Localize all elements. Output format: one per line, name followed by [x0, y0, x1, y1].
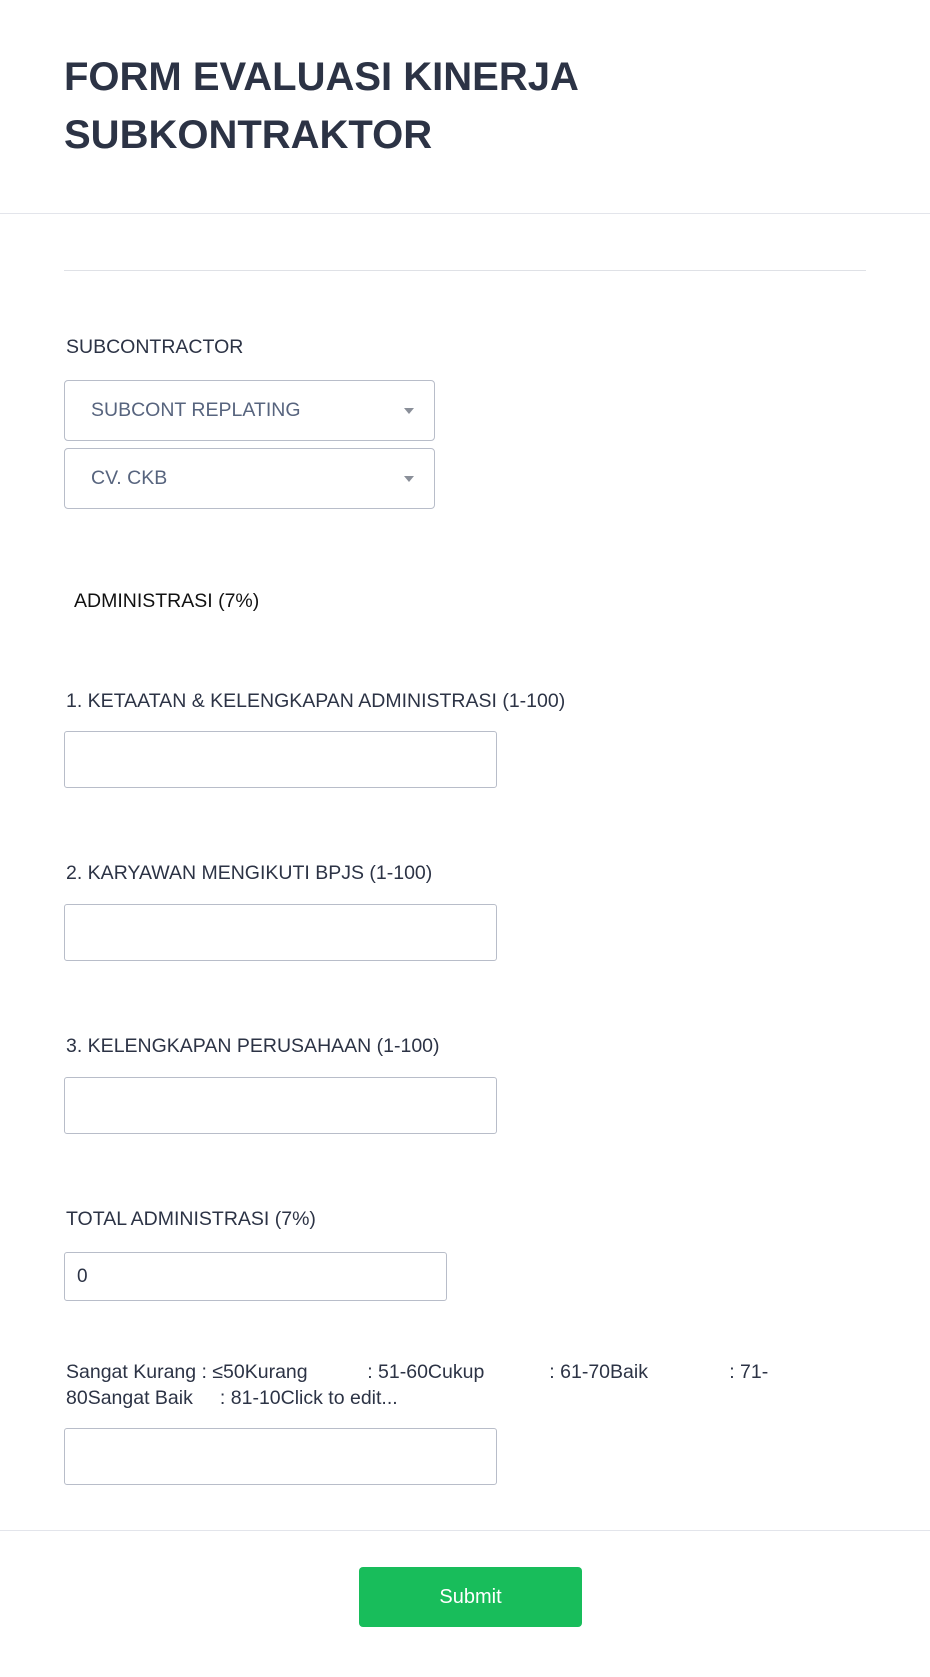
chevron-down-icon — [404, 476, 414, 482]
q1-input[interactable] — [64, 731, 497, 788]
rating-input[interactable] — [64, 1428, 497, 1485]
page-title: FORM EVALUASI KINERJA SUBKONTRAKTOR — [64, 55, 578, 157]
total-administrasi-label: TOTAL ADMINISTRASI (7%) — [66, 1208, 316, 1230]
chevron-down-icon — [404, 408, 414, 414]
subcontractor-label: SUBCONTRACTOR — [66, 336, 244, 358]
q2-label: 2. KARYAWAN MENGIKUTI BPJS (1-100) — [66, 862, 433, 884]
administrasi-heading: ADMINISTRASI (7%) — [74, 590, 260, 612]
submit-button[interactable]: Submit — [359, 1567, 582, 1627]
q3-label: 3. KELENGKAPAN PERUSAHAAN (1-100) — [66, 1035, 440, 1057]
subcontractor-company-value: CV. CKB — [91, 467, 168, 489]
subcontractor-category-select[interactable] — [64, 380, 435, 441]
subcontractor-company-select[interactable] — [64, 448, 435, 509]
q2-input[interactable] — [64, 904, 497, 961]
rating-scale-text: Sangat Kurang : ≤50Kurang : 51-60Cukup : 61-70Baik : 71-80Sangat Baik : 81-10Click to edit... — [66, 1361, 769, 1409]
total-administrasi-input[interactable] — [64, 1252, 447, 1301]
form-header — [0, 0, 930, 214]
q3-input[interactable] — [64, 1077, 497, 1134]
subcontractor-category-value: SUBCONT REPLATING — [91, 399, 301, 421]
footer-divider — [0, 1530, 930, 1531]
section-divider — [64, 270, 866, 271]
q1-label: 1. KETAATAN & KELENGKAPAN ADMINISTRASI (1-100) — [66, 690, 566, 712]
